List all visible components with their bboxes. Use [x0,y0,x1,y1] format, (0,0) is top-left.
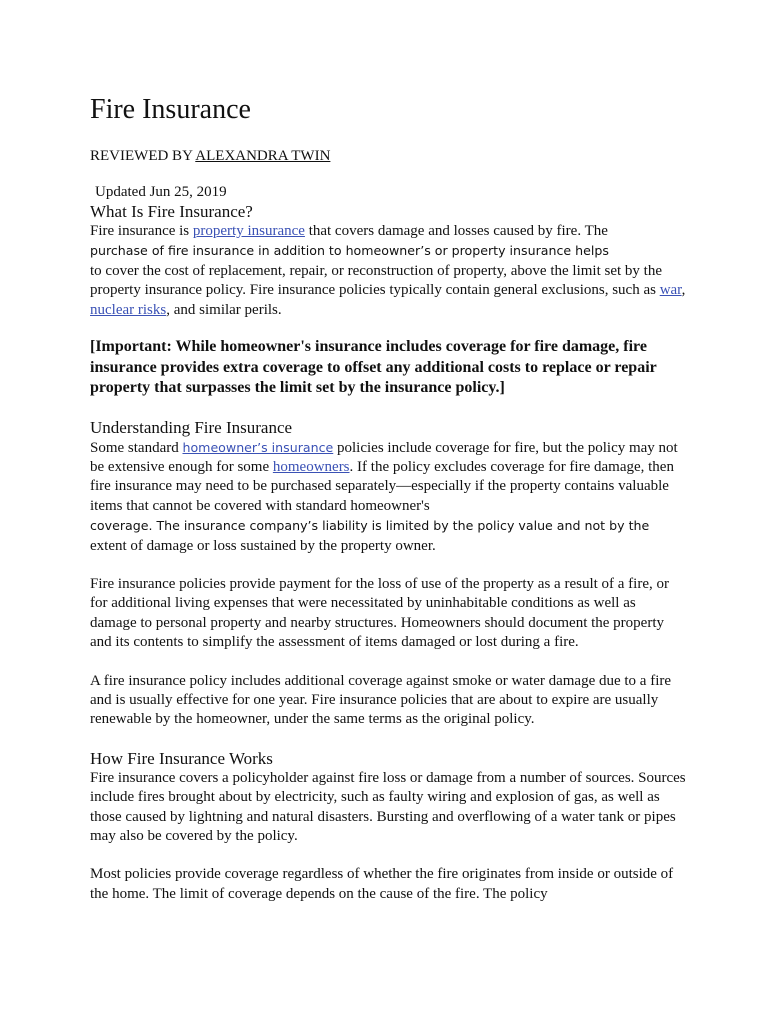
paragraph-how-works-2: Most policies provide coverage regardless of whether the fire originates from inside or outside of the home. The limit of coverage depends on the cause of the fire. The policy [90,866,674,902]
text-span: policies include coverage for fire, but the policy may not be extensive enough for some [90,439,678,475]
section-heading-what-is: What Is Fire Insurance? [90,202,253,221]
homeowners-link[interactable]: homeowners [272,458,350,475]
text-span: extent of damage or loss sustained by the property owner. [90,537,436,554]
paragraph-understanding-3: A fire insurance policy includes additional coverage against smoke or water damage due to a fire and is usually effective for one year. Fire insurance policies that are about to expire are usually renewable by the homeowner, under the same terms as the original policy. [90,672,672,728]
important-callout: [Important: While homeowner's insurance includes coverage for fire damage, fire insurance provides extra coverage to offset any additional costs to replace or repair property that surpasses the limit set by the insurance policy.] [90,338,657,397]
reviewer-line [90,147,330,165]
reviewed-by-label: REVIEWED BY [90,148,193,164]
paragraph-understanding-2: Fire insurance policies provide payment for the loss of use of the property as a result of a fire, or for additional living expenses that were necessitated by uninhabitable conditions as well as damage to personal property and nearby structures. Homeowners should document the property and its contents to simplify the assessment of items damaged or lost during a fire. [90,575,669,651]
paragraph-understanding-1 [90,438,686,556]
text-span: purchase of fire insurance in addition to homeowner’s or property insurance helps [90,243,609,259]
text-span: coverage. The insurance company’s liability is limited by the policy value and not by the [90,518,650,534]
reviewer-link[interactable]: ALEXANDRA TWIN [195,148,331,164]
section-heading-understanding: Understanding Fire Insurance [90,417,293,437]
text-span: Fire insurance is [90,223,193,239]
text-span: Some standard [90,439,183,456]
paragraph-what-is [90,222,686,320]
text-span: . If the policy excludes coverage for fire damage, then fire insurance may need to be purchased separately—especially if the property contains valuable items that cannot be covered with standard homeowner's [90,458,674,514]
text-span: , [681,282,686,299]
page-title: Fire Insurance [90,94,251,125]
paragraph-how-works-1: Fire insurance covers a policyholder against fire loss or damage from a number of sources. Sources include fires brought about by electricity, such as faulty wiring and explosion of gas, as well as those caused by lightning and natural disasters. Bursting and overflowing of a water tank or pipes may also be covered by the policy. [90,769,686,845]
nuclear-risks-link[interactable]: nuclear risks [90,301,167,318]
property-insurance-link[interactable]: property insurance [192,223,305,239]
article-body [90,201,686,904]
updated-date: Updated Jun 25, 2019 [95,184,227,200]
text-span: that covers damage and losses caused by fire. The [304,223,608,239]
homeowners-insurance-link[interactable]: homeowner’s insurance [182,439,334,455]
section-heading-how-works: How Fire Insurance Works [90,748,273,768]
text-span: , and similar perils. [166,301,282,318]
text-span: to cover the cost of replacement, repair, or reconstruction of property, above the limit set by the property insurance policy. Fire insurance policies typically contain general exclusions, such as [90,262,662,299]
war-link[interactable]: war [659,282,682,299]
